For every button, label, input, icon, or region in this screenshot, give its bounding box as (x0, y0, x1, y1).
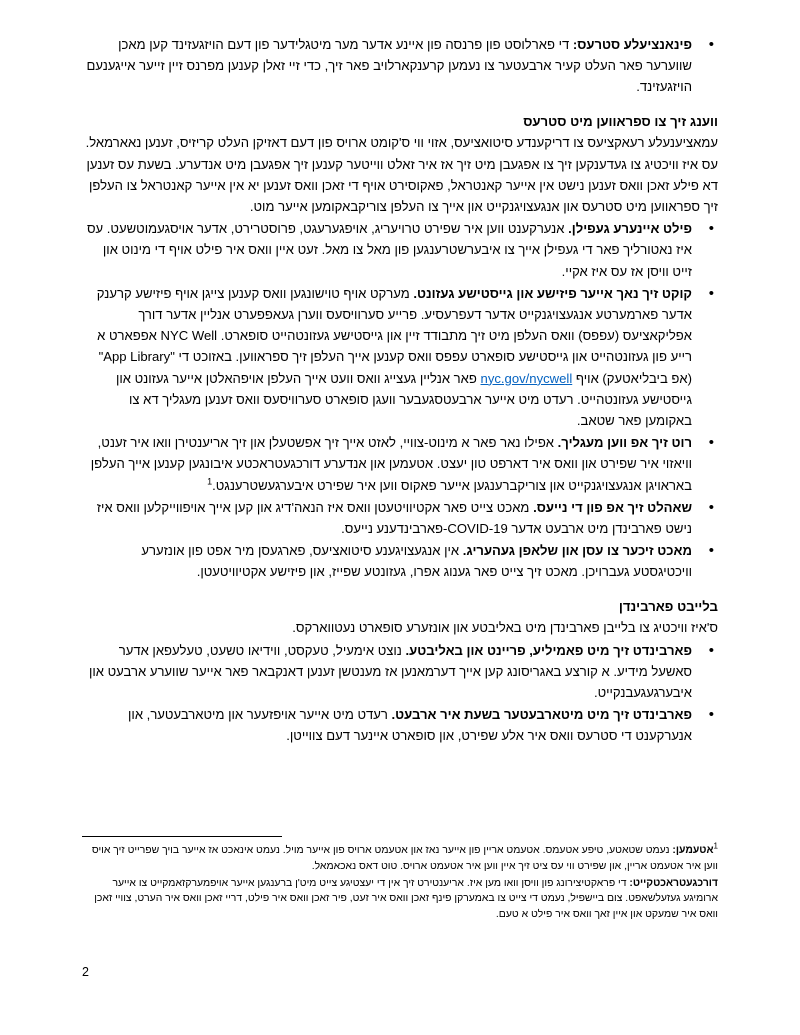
nycwell-link[interactable]: nyc.gov/nycwell (480, 370, 573, 386)
list-item (82, 497, 718, 539)
footnote-reference-1[interactable]: 1 (207, 476, 213, 487)
list-item (82, 704, 718, 746)
section-intro-paragraph: עמאציענעלע רעאקציעס צו דריקענדע סיטואציעס, אזוי ווי ס'קומט ארויס פון דעם דאזיקן העלט קריזיס, זענען נאארמאל. עס איז וויכטיג צו געדענקען זיך צו אפגעבן מיט זיך אז איר זאלט ווייטער קענען זיך אפגעבן מיט אנדערע. בשעת עס זענען דא פילע זאכן וואס זענען נישט אין אייער קאנטראל, פאקוסירט אויף די זאכן וואס זענען יא אין אייער קאנטראל צו העלפן זיך ספראווען מיט סטרעס און אנגעצויגנקייט און אייך צו העלפן צוריקבאקומען אייער מוט. (85, 135, 718, 215)
bullet-body-text: אנערקענט ווען איר שפירט טרויעריג, אויפגערעגט, פרוסטרירט, אדער אויסגעמוטשעט. עס איז נאטורליך פאר די געפילן אייך צו איבערשטרענגען פון מאל צו מאל. זעט איין וואס איר פילט אויף די מינוט און זייט וויסן אז עס איז אקיי. (86, 221, 692, 279)
document-body (82, 34, 718, 747)
section-heading-coping: ווענג זיך צו ספראווען מיט סטרעס (523, 113, 718, 129)
bullet-lead-label: פארבינדט זיך מיט מיטארבעטער בשעת איר ארבעט. (391, 707, 692, 723)
bullet-body-text: מאכט צייט פאר אקטיוויטעטן וואס איז הנאה'דיג און קען אייך אויפווייקלען וואס איז נישט פארבינדן מיט ארבעט אדער COVID-19-פארבינדענע נייעס. (96, 499, 692, 537)
bullet-body-text: מערקט אויף טוישונגען וואס קענען צייגן אויף פיזישע קרענק אדער פארמערטע אנגעצויגנקייט אדער דעפרעסיע. פרייע סערוויסעס ווערן געאפפערט אנליין אדער דורך אפליקאציעס (עפפס) וואס העלפן מיט זיך מתבודד זיין און גייסטישע געזונטהייט סופארט. NYC Well אפפארט א רייע פון געזונטהייט און גייסטישע סופארט עפפס וואס קענען אייך העלפן זיך ספראווען. באזוכט די "App Library" (אפ ביבליאטעק) אויף (96, 285, 692, 386)
connected-bullet-list (82, 640, 718, 747)
list-item (82, 432, 718, 496)
top-bullet-list (82, 34, 718, 98)
footnote-separator (82, 836, 282, 837)
bullet-body-text: נוצט אימעיל, טעקסט, ווידיאו טשעט, טעלעפאן אדער סאשעל מידיע. א קורצע באגריסונג קען אייך דערמאנען אז מענטשן זענען דאנקבאר פאר אייער שווערע ארבעט און איבערגעגעבנקייט. (88, 642, 692, 701)
list-item (82, 540, 718, 582)
bullet-lead-label: פילט איינערע געפילן. (568, 221, 692, 237)
bullet-lead-label: קוקט זיך נאך אייער פיזישע און גייסטישע געזונט. (413, 285, 692, 301)
bullet-lead-label: פינאנציעלע סטרעס: (572, 37, 692, 52)
footnote-term: דורכגעטראכטקייט: (629, 877, 718, 889)
footnote-term: אטעמען: (672, 845, 714, 856)
section-heading-stay-connected: בלייבט פארבינדן (618, 598, 718, 614)
bullet-lead-label: פארבינדט זיך מיט פאמיליע, פריינט און באליבטע. (405, 642, 692, 658)
list-item (82, 283, 718, 431)
footnote-text: די פראקטיצירונג פון וויסן וואו מען איז. אריענטירט זיך אין די יעצטיגע צייט מיט'ן ברענגען אייער אויפמערקזאמקייט צו אייער ארומיגע געזעלשאפט. צום ביישפיל, נעמט די צייט צו באמערקן פינף זאכן וואס איר זעט, פיר זאכן וואס איר פילט, דריי זאכן וואס איר הערט, צוויי זאכן וואס איר שמעקט און איין זאך וואס איר פילט א טעם. (94, 877, 718, 921)
footnote-text: נעמט שטאטע, טיפע אטעמס. אטעמט אריין פון אייער נאז און אטעמט ארויס פון אייער מויל. נעמט אינאכט אז אייער בויך שפרייט זיך אויס ווען איר אטעמט אריין, און שפירט ווי עס ציט זיך איין ווען איר אטעמט ארויס. טוט דאס נאכאמאל. (91, 845, 718, 872)
bullet-body-text: אין אנגעצויגענע סיטואציעס, פארגעסן מיר אפט פון אונזערע וויכטיגסטע געברויכן. מאכט זיך צייט פאר גענוג אפרו, געזונטע שפייז, און פיזישע אקטיוויטעטן. (141, 543, 692, 580)
coping-bullet-list (82, 218, 718, 582)
footnote-area (82, 836, 718, 924)
section-intro-paragraph-2: ס'איז וויכטיג צו בלייבן פארבינדן מיט באליבטע און אונזערע סופארט נעטווארקס. (292, 620, 718, 636)
bullet-body-text: רעדט מיט אייער אויפזעער און מיטארבעטער, און אנערקענט די סטרעס וואס איר אלע שפירט, און סופארט איינער דעם צווייטן. (128, 707, 692, 744)
list-item (82, 640, 718, 704)
list-item (82, 218, 718, 282)
bullet-lead-label: רוט זיך אפ ווען מעגליך. (557, 435, 692, 451)
footnote-marker-1: 1 (713, 841, 718, 851)
bullet-lead-label: שאהלט זיך אפ פון די נייעס. (533, 499, 692, 515)
bullet-body-text: די פארלוסט פון פרנסה פון איינע אדער מער מיטגלידער פון דעם הויזגעזינד קען מאכן שווערער פאר העלט קעיר ארבעטער צו נעמען קרענקארלויב פאר זיך, כדי זיי זאלן קענען מפרנס זיין זייער אייגענעם הויזגעזינד. (86, 37, 692, 95)
bullet-body-text: אפילו נאר פאר א מינוט-צוויי, לאזט אייך זיך אפשטעלן און זיך אריענטירן וואו איר זענט, וויאזוי איר שפירט און וואס איר דארפט טון יעצט. אטעמען און אנדערע דורכגעטראכטע איבונגען קענען אייך העלפן באראויגן אנגעצויגנקייט און צוריקברענגען אייער פאקוס ווען איר שפירט איבערגעשטרענגט. (90, 435, 692, 493)
bullet-lead-label: מאכט זיכער צו עסן און שלאפן געהעריג. (462, 543, 692, 559)
bullet-body-text-after-link: פאר אנליין געצייג וואס וועט אייך העלפן אויפהאלטן אייער געזונט און גייסטישע געזונטהייט. רעדט מיט אייער ארבעטסגעבער וועגן סופארט סערוויסעס וואס זענען מעגליך דא צו באקומען פאר שטאב. (115, 370, 692, 429)
page-number: 2 (82, 965, 89, 979)
list-item (82, 34, 718, 98)
footnote-2 (82, 876, 718, 923)
footnote-1 (82, 843, 718, 875)
